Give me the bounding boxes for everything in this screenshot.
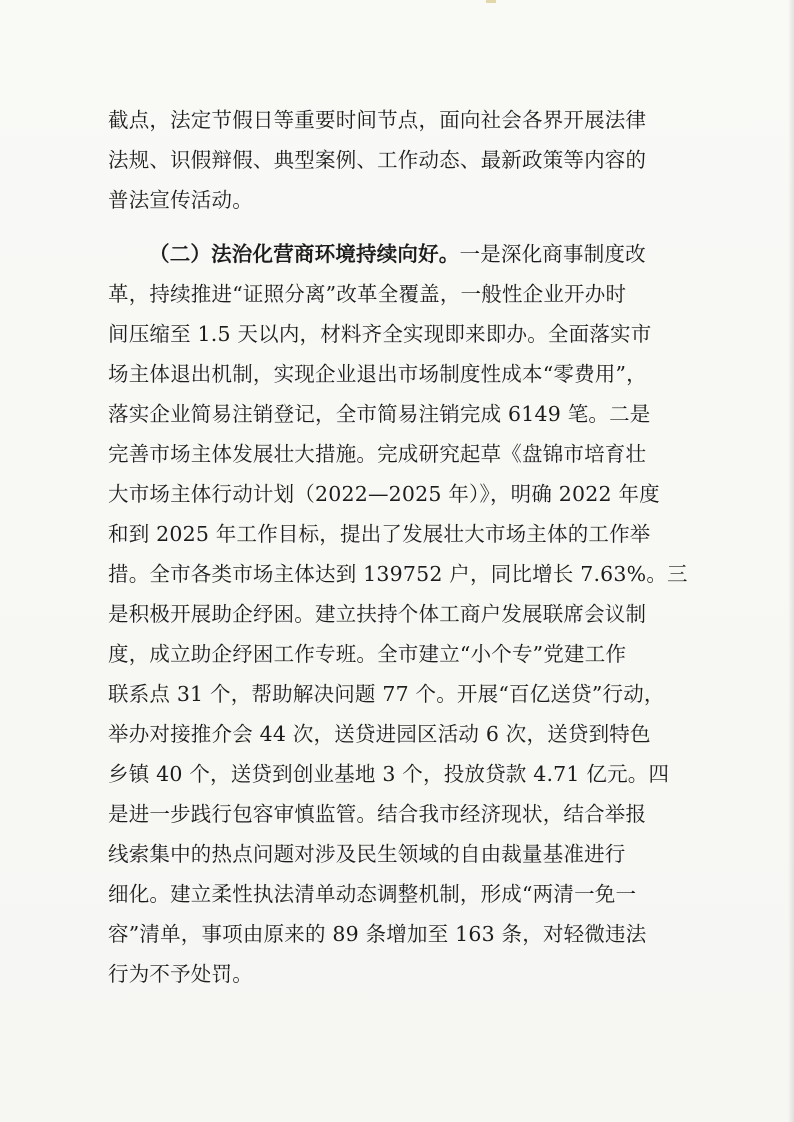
section-heading: （二）法治化营商环境持续向好。 <box>149 242 460 266</box>
body-line: 截点，法定节假日等重要时间节点，面向社会各界开展法律 <box>108 108 647 132</box>
body-line: 容”清单，事项由原来的 89 条增加至 163 条，对轻微违法 <box>108 922 647 946</box>
body-line: 场主体退出机制，实现企业退出市场制度性成本“零费用”， <box>108 362 647 386</box>
body-line: 联系点 31 个，帮助解决问题 77 个。开展“百亿送贷”行动， <box>108 682 665 706</box>
body-line: 行为不予处罚。 <box>108 962 253 986</box>
scan-edge-shadow <box>788 0 794 1122</box>
body-line: 和到 2025 年工作目标，提出了发展壮大市场主体的工作举 <box>108 522 651 546</box>
body-line: 落实企业简易注销登记，全市简易注销完成 6149 笔。二是 <box>108 402 651 426</box>
body-line: 乡镇 40 个，送贷到创业基地 3 个，投放贷款 4.71 亿元。四 <box>108 762 670 786</box>
scan-speck <box>486 0 496 3</box>
body-line: 普法宣传活动。 <box>108 188 253 212</box>
body-line: 间压缩至 1.5 天以内，材料齐全实现即来即办。全面落实市 <box>108 322 652 346</box>
body-text: 一是深化商事制度改 <box>459 242 646 266</box>
body-line: 完善市场主体发展壮大措施。完成研究起草《盘锦市培育壮 <box>108 442 647 466</box>
body-line: 革，持续推进“证照分离”改革全覆盖，一般性企业开办时 <box>108 282 627 306</box>
body-line: 是积极开展助企纾困。建立扶持个体工商户发展联席会议制 <box>108 602 647 626</box>
body-line: 度，成立助企纾困工作专班。全市建立“小个专”党建工作 <box>108 642 627 666</box>
body-line: 是进一步践行包容审慎监管。结合我市经济现状，结合举报 <box>108 802 647 826</box>
paragraph-first-line <box>108 234 688 274</box>
document-body <box>108 100 688 994</box>
paragraph-gap <box>108 220 688 234</box>
body-line: 大市场主体行动计划（2022—2025 年）》，明确 2022 年度 <box>108 482 660 506</box>
body-line: 措。全市各类市场主体达到 139752 户，同比增长 7.63%。三 <box>108 562 688 586</box>
body-line: 举办对接推介会 44 次，送贷进园区活动 6 次，送贷到特色 <box>108 722 651 746</box>
body-line: 细化。建立柔性执法清单动态调整机制，形成“两清一免一 <box>108 882 637 906</box>
body-line: 线索集中的热点问题对涉及民生领域的自由裁量基准进行 <box>108 842 626 866</box>
body-line: 法规、识假辩假、典型案例、工作动态、最新政策等内容的 <box>108 148 647 172</box>
